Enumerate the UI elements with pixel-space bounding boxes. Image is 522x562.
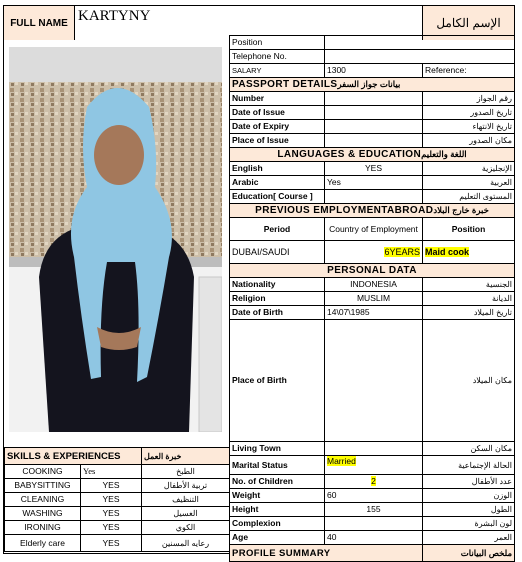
living-town-value bbox=[325, 442, 423, 456]
employment-country: 6YEARS bbox=[384, 246, 420, 257]
full-name-label-ar: الإسم الكامل bbox=[422, 6, 514, 40]
passport-place-label-ar: مكان الصدور bbox=[423, 134, 515, 148]
languages-title: LANGUAGES & EDUCATION bbox=[277, 149, 422, 160]
english-label-ar: الإنجليزية bbox=[423, 162, 515, 176]
personal-section-header: PERSONAL DATA bbox=[230, 264, 515, 278]
education-label: Education[ Course ] bbox=[230, 190, 325, 204]
religion-label: Religion bbox=[230, 292, 325, 306]
country-column-header: Country of Employment bbox=[325, 218, 423, 241]
age-label-ar: العمر bbox=[423, 531, 515, 545]
marital-label: Marital Status bbox=[230, 456, 325, 475]
position-value bbox=[325, 36, 515, 50]
skills-table bbox=[4, 447, 230, 552]
passport-issue-label-ar: تاريخ الصدور bbox=[423, 106, 515, 120]
reference-label: Reference: bbox=[423, 64, 515, 78]
passport-title-ar: بيانات جواز السفر bbox=[337, 79, 401, 89]
passport-place-value bbox=[325, 134, 423, 148]
education-value bbox=[325, 190, 423, 204]
skill-babysitting: BABYSITTING bbox=[5, 479, 81, 493]
children-label: No. of Children bbox=[230, 475, 325, 489]
skill-ironing-ar: الكوي bbox=[142, 521, 230, 535]
english-label: English bbox=[230, 162, 325, 176]
employment-title-ar: خبرة خارج البلاد bbox=[433, 205, 489, 215]
full-name-label: FULL NAME bbox=[4, 6, 75, 40]
skill-ironing-value: YES bbox=[81, 521, 142, 535]
pob-label: Place of Birth bbox=[230, 320, 325, 442]
employment-period: DUBAI/SAUDI bbox=[230, 241, 325, 264]
marital-label-ar: الحالة الإجتماعية bbox=[423, 456, 515, 475]
nationality-label: Nationality bbox=[230, 278, 325, 292]
employment-position: Maid cook bbox=[425, 246, 470, 257]
passport-number-label-ar: رقم الجواز bbox=[423, 92, 515, 106]
passport-title: PASSPORT DETAILS bbox=[232, 79, 338, 90]
religion-label-ar: الديانة bbox=[423, 292, 515, 306]
skills-title-ar: خبرة العمل bbox=[142, 448, 230, 465]
employment-title: PREVIOUS EMPLOYMENTABROAD bbox=[255, 205, 434, 216]
telephone-value bbox=[325, 50, 515, 64]
applicant-photo-illustration bbox=[9, 47, 222, 432]
weight-value: 60 bbox=[325, 489, 423, 503]
skill-cooking: COOKING bbox=[5, 465, 81, 479]
weight-label: Weight bbox=[230, 489, 325, 503]
skill-elderly-care-value: YES bbox=[81, 535, 142, 552]
complexion-value bbox=[325, 517, 423, 531]
skill-ironing: IRONING bbox=[5, 521, 81, 535]
skill-elderly-care-ar: رعايه المسنين bbox=[142, 535, 230, 552]
passport-number-value bbox=[325, 92, 423, 106]
marital-value: Married bbox=[327, 456, 356, 466]
living-town-label-ar: مكان السكن bbox=[423, 442, 515, 456]
skill-washing-ar: الغسيل bbox=[142, 507, 230, 521]
dob-value: 14\07\1985 bbox=[325, 306, 423, 320]
skill-elderly-care: Elderly care bbox=[5, 535, 81, 552]
height-value: 155 bbox=[325, 503, 423, 517]
living-town-label: Living Town bbox=[230, 442, 325, 456]
profile-summary-title-ar: ملخص البيانات bbox=[423, 545, 515, 562]
passport-number-label: Number bbox=[230, 92, 325, 106]
profile-summary-title: PROFILE SUMMARY bbox=[230, 545, 423, 562]
complexion-label: Complexion bbox=[230, 517, 325, 531]
passport-issue-value bbox=[325, 106, 423, 120]
applicant-photo bbox=[9, 47, 222, 432]
pob-value bbox=[325, 320, 423, 442]
religion-value: MUSLIM bbox=[325, 292, 423, 306]
languages-section-header bbox=[230, 148, 515, 162]
children-label-ar: عدد الأطفال bbox=[423, 475, 515, 489]
passport-expiry-label-ar: تاريخ الانتهاء bbox=[423, 120, 515, 134]
arabic-value: Yes bbox=[325, 176, 423, 190]
weight-label-ar: الوزن bbox=[423, 489, 515, 503]
arabic-label: Arabic bbox=[230, 176, 325, 190]
employment-section-header bbox=[230, 204, 515, 218]
dob-label: Date of Birth bbox=[230, 306, 325, 320]
passport-expiry-label: Date of Expiry bbox=[230, 120, 325, 134]
position-column-header: Position bbox=[423, 218, 515, 241]
dob-label-ar: تاريخ الميلاد bbox=[423, 306, 515, 320]
passport-section-header bbox=[230, 78, 515, 92]
age-value: 40 bbox=[325, 531, 423, 545]
nationality-value: INDONESIA bbox=[325, 278, 423, 292]
details-table bbox=[229, 35, 515, 562]
period-column-header: Period bbox=[230, 218, 325, 241]
skill-cleaning-ar: التنظيف bbox=[142, 493, 230, 507]
height-label: Height bbox=[230, 503, 325, 517]
languages-title-ar: اللغة والتعليم bbox=[421, 149, 467, 159]
skill-babysitting-value: YES bbox=[81, 479, 142, 493]
nationality-label-ar: الجنسية bbox=[423, 278, 515, 292]
skill-washing-value: YES bbox=[81, 507, 142, 521]
salary-value: 1300 bbox=[325, 64, 423, 78]
skill-cleaning-value: YES bbox=[81, 493, 142, 507]
skill-cooking-ar: الطبخ bbox=[142, 465, 230, 479]
position-label: Position bbox=[230, 36, 325, 50]
age-label: Age bbox=[230, 531, 325, 545]
height-label-ar: الطول bbox=[423, 503, 515, 517]
full-name-value: KARTYNY bbox=[78, 8, 151, 24]
salary-label: SALARY bbox=[230, 64, 325, 78]
passport-place-label: Place of Issue bbox=[230, 134, 325, 148]
telephone-label: Telephone No. bbox=[230, 50, 325, 64]
english-value: YES bbox=[325, 162, 423, 176]
skill-cleaning: CLEANING bbox=[5, 493, 81, 507]
children-value: 2 bbox=[371, 476, 376, 486]
skill-babysitting-ar: تربية الأطفال bbox=[142, 479, 230, 493]
skills-title: SKILLS & EXPERIENCES bbox=[5, 448, 142, 465]
skill-washing: WASHING bbox=[5, 507, 81, 521]
passport-issue-label: Date of Issue bbox=[230, 106, 325, 120]
passport-expiry-value bbox=[325, 120, 423, 134]
pob-label-ar: مكان الميلاد bbox=[423, 320, 515, 442]
skill-cooking-value: Yes bbox=[81, 465, 142, 479]
education-label-ar: المستوى التعليم bbox=[423, 190, 515, 204]
complexion-label-ar: لون البشرة bbox=[423, 517, 515, 531]
arabic-label-ar: العربية bbox=[423, 176, 515, 190]
